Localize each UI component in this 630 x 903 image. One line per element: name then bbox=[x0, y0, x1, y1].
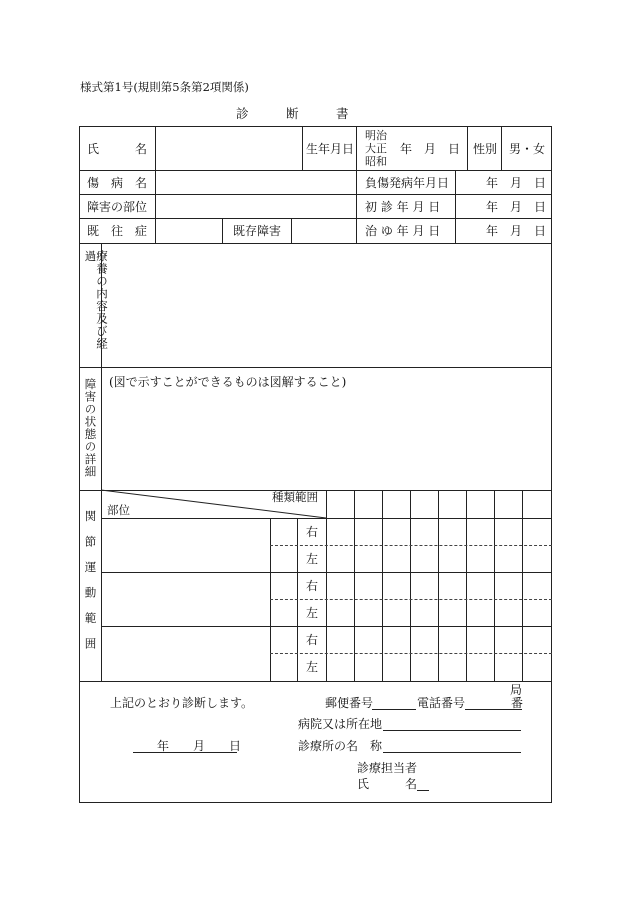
cure-date-label: 治 ゆ 年 月 日 bbox=[365, 224, 441, 238]
form-title: 診 断 書 bbox=[236, 106, 349, 121]
form-header: 様式第1号(規則第5条第2項関係) bbox=[80, 80, 249, 94]
era-taisho: 大正 bbox=[365, 142, 387, 155]
kyoku-label: 局 bbox=[510, 683, 523, 697]
existing-disability-label: 既存障害 bbox=[233, 224, 282, 238]
injury-date-text: 年 月 日 bbox=[486, 176, 547, 190]
date-text: 年 月 日 bbox=[157, 739, 242, 753]
illness-label: 傷 病 名 bbox=[87, 176, 148, 190]
left-label-1: 左 bbox=[306, 552, 319, 566]
date-field[interactable] bbox=[133, 752, 237, 753]
left-label-3: 左 bbox=[306, 660, 319, 674]
cure-date-text: 年 月 日 bbox=[486, 224, 547, 238]
first-visit-label: 初 診 年 月 日 bbox=[365, 200, 441, 214]
right-label-3: 右 bbox=[306, 633, 319, 647]
disability-note: (図で示すことができるものは図解すること) bbox=[109, 375, 347, 389]
type-range-label: 種類範囲 bbox=[272, 490, 318, 504]
name-label: 氏 名 bbox=[87, 142, 148, 156]
treatment-label: 療養の内容及び経過 bbox=[83, 250, 109, 350]
phone-label: 電話番号 bbox=[417, 696, 466, 710]
clinic-name-field[interactable] bbox=[383, 752, 521, 753]
sex-value[interactable]: 男・女 bbox=[509, 142, 546, 156]
disability-field[interactable] bbox=[103, 392, 550, 488]
disability-detail-label: 障害の状態の詳細 bbox=[83, 378, 98, 478]
hospital-address-field[interactable] bbox=[383, 730, 521, 731]
era-meiji: 明治 bbox=[365, 129, 387, 142]
rom-label: 関節運動範囲 bbox=[83, 510, 98, 663]
injury-date-label: 負傷発病年月日 bbox=[365, 176, 450, 190]
left-label-2: 左 bbox=[306, 606, 319, 620]
doctor-name-field[interactable] bbox=[417, 790, 429, 791]
birth-date-text: 年 月 日 bbox=[400, 142, 461, 156]
name-field[interactable] bbox=[157, 128, 300, 168]
era-showa: 昭和 bbox=[365, 155, 387, 168]
site-label: 障害の部位 bbox=[87, 200, 148, 214]
first-visit-date-text: 年 月 日 bbox=[486, 200, 547, 214]
doctor-name-label: 氏 名 bbox=[357, 777, 418, 791]
clinic-name-label: 診療所の名 称 bbox=[298, 739, 383, 753]
hospital-address-label: 病院又は所在地 bbox=[298, 717, 383, 731]
statement: 上記のとおり診断します。 bbox=[110, 696, 254, 710]
right-label-2: 右 bbox=[306, 579, 319, 593]
postal-field[interactable] bbox=[372, 709, 416, 710]
birth-date-label: 生年月日 bbox=[306, 142, 355, 156]
history-label: 既 往 症 bbox=[87, 224, 148, 238]
sex-label: 性別 bbox=[473, 142, 498, 156]
doctor-label: 診療担当者 bbox=[357, 761, 418, 775]
postal-label: 郵便番号 bbox=[325, 696, 374, 710]
part-label: 部位 bbox=[107, 503, 130, 517]
treatment-field[interactable] bbox=[103, 245, 550, 365]
ban-label: 番 bbox=[511, 696, 524, 710]
right-label-1: 右 bbox=[306, 525, 319, 539]
